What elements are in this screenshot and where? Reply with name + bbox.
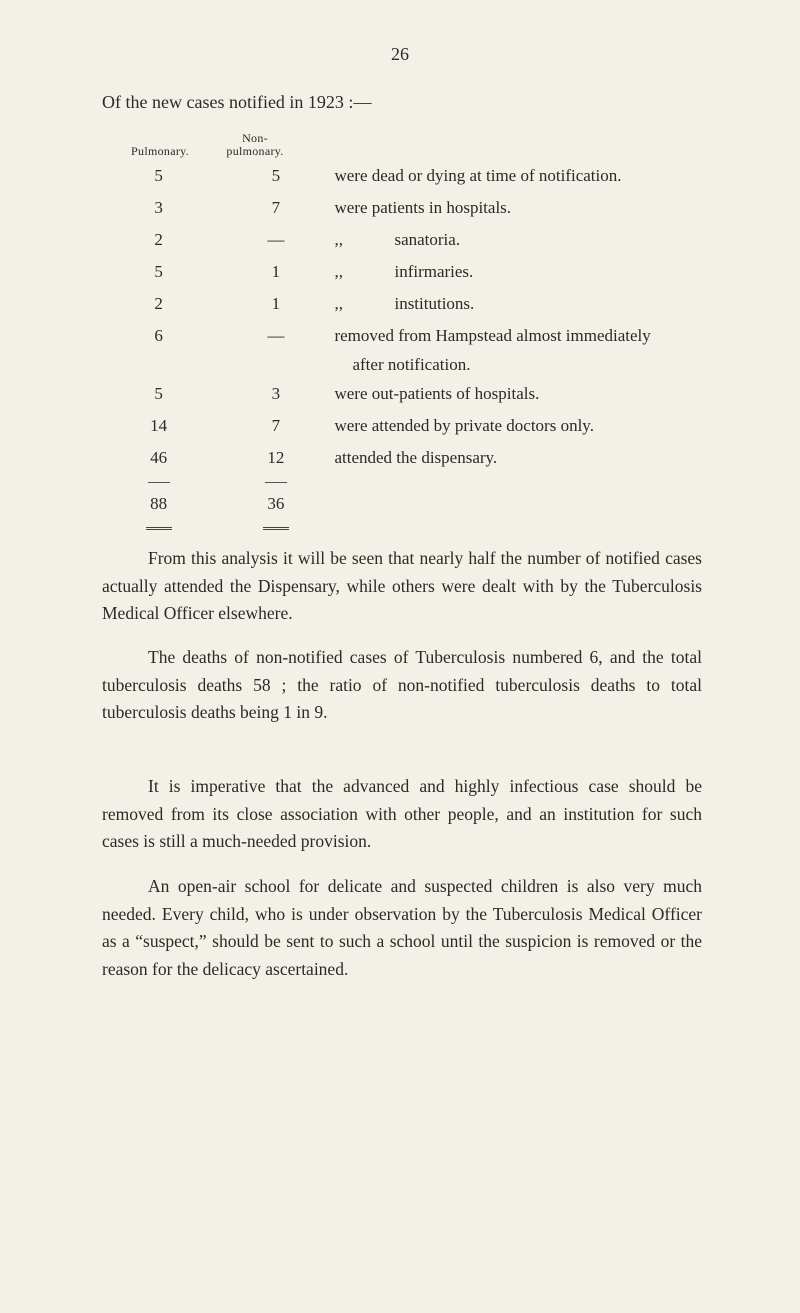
rule-line bbox=[265, 482, 287, 483]
table-row bbox=[100, 320, 800, 378]
row-description: were attended by private doctors only. bbox=[334, 416, 594, 435]
intro-heading: Of the new cases notified in 1923 :— bbox=[102, 92, 372, 112]
non-pulmonary-count: 12 bbox=[267, 448, 285, 467]
rule-line bbox=[148, 482, 170, 483]
non-pulmonary-count: — bbox=[267, 230, 285, 249]
row-description: ,, infirmaries. bbox=[334, 256, 800, 288]
row-description: attended the dispensary. bbox=[334, 448, 498, 467]
row-description: were out-patients of hospitals. bbox=[334, 384, 540, 403]
double-rule-line bbox=[263, 527, 289, 530]
pulmonary-count: 3 bbox=[154, 198, 163, 217]
non-pulmonary-count: 5 bbox=[271, 166, 281, 185]
row-description: were patients in hospitals. bbox=[334, 198, 512, 217]
table-row bbox=[100, 288, 800, 320]
row-description: ,, institutions. bbox=[334, 288, 800, 320]
pulmonary-count: 6 bbox=[154, 326, 163, 345]
non-pulmonary-count: 7 bbox=[271, 198, 281, 217]
ditto-mark: ,, bbox=[334, 262, 343, 281]
pulmonary-count: 14 bbox=[150, 416, 168, 435]
page-number: 26 bbox=[391, 44, 409, 64]
pulmonary-count: 2 bbox=[154, 294, 163, 313]
pulmonary-count: 5 bbox=[154, 166, 163, 185]
column-header-pulmonary: Pulmonary. bbox=[131, 144, 189, 158]
pulmonary-count: 5 bbox=[154, 262, 163, 281]
column-header-non-pulmonary: Non- pulmonary. bbox=[226, 131, 284, 158]
ditto-mark: ,, bbox=[334, 230, 343, 249]
pulmonary-count: 5 bbox=[154, 384, 163, 403]
non-pulmonary-count: 3 bbox=[271, 384, 281, 403]
table-row bbox=[100, 256, 800, 288]
totals-row bbox=[100, 488, 800, 520]
double-rule-line bbox=[146, 527, 172, 530]
non-pulmonary-count: — bbox=[267, 326, 285, 345]
pulmonary-count: 46 bbox=[150, 448, 168, 467]
paragraph: It is imperative that the advanced and highly infectious case should be removed from its close association with other people, and an institution for such cases is still a much-needed provision. bbox=[102, 776, 702, 851]
table-row bbox=[100, 410, 800, 442]
paragraph: An open-air school for delicate and suspected children is also very much needed. Every child, who is under observation by the Tuberculosis Medical Officer as a “suspect,” should be sent to such a school until the suspicion is removed or the reason for the delicacy ascertained. bbox=[102, 876, 702, 979]
row-description: removed from Hampstead almost immediately after notification. bbox=[334, 320, 800, 378]
row-description: ,, sanatoria. bbox=[334, 224, 800, 256]
table-row bbox=[100, 442, 800, 474]
pulmonary-count: 2 bbox=[154, 230, 163, 249]
ditto-mark: ,, bbox=[334, 294, 343, 313]
table-row bbox=[100, 378, 800, 410]
pulmonary-total: 88 bbox=[150, 494, 168, 513]
total-double-rule bbox=[100, 520, 800, 534]
non-pulmonary-count: 1 bbox=[271, 262, 281, 281]
non-pulmonary-count: 1 bbox=[271, 294, 281, 313]
sum-rule bbox=[100, 474, 800, 488]
non-pulmonary-count: 7 bbox=[271, 416, 281, 435]
paragraph: From this analysis it will be seen that nearly half the number of notified cases actually attended the Dispensary, while others were dealt with by the Tuberculosis Medical Officer elsewhere. bbox=[102, 548, 702, 623]
table-row bbox=[100, 224, 800, 256]
paragraph: The deaths of non-notified cases of Tuberculosis numbered 6, and the total tuberculosis deaths 58 ; the ratio of non-notified tuberculosis deaths to total tuberculosis deaths being 1 in 9. bbox=[102, 647, 702, 722]
row-description: were dead or dying at time of notification. bbox=[334, 166, 622, 185]
row-description-continued: after notification. bbox=[352, 355, 471, 374]
non-pulmonary-total: 36 bbox=[267, 494, 285, 513]
table-row bbox=[100, 192, 800, 224]
table-row bbox=[100, 160, 800, 192]
cases-table bbox=[100, 160, 800, 534]
